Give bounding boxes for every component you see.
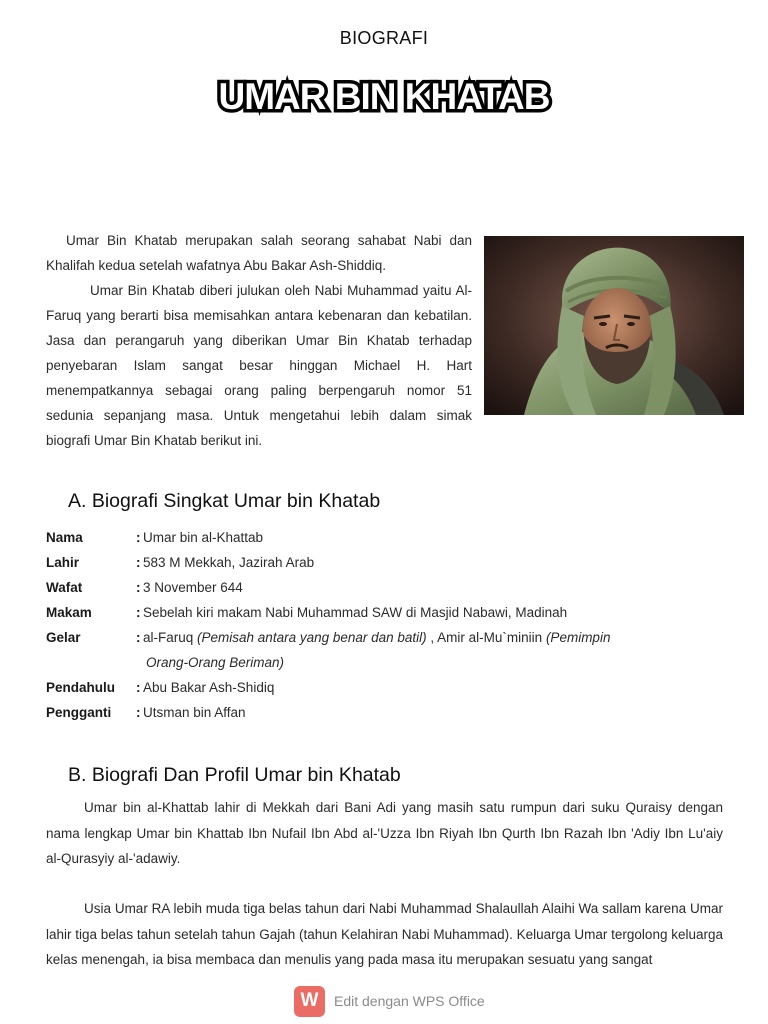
bio-row-nama [46,525,736,550]
bio-row-gelar [46,625,736,650]
bio-label: Makam [46,605,92,620]
wps-watermark [294,985,485,1017]
bio-row-makam [46,600,736,625]
body-paragraph-block [46,795,723,872]
bio-label: Lahir [46,555,80,570]
bio-colon: : [136,680,141,695]
bio-label: Nama [46,530,83,545]
body-paragraph: Usia Umar RA lebih muda tiga belas tahun dari Nabi Muhammad Shalaullah Alaihi Wa sallam karena Umar lahir tiga belas tahun setelah tahun Gajah (tahun Kelahiran Nabi Muhammad). Keluarga Umar tergolong keluarga kelas menengah, ia bisa membaca dan menulis yang pada masa itu merupakan sesuatu yang sangat [46,901,723,967]
wps-logo-icon: W [294,986,325,1017]
bio-value: Utsman bin Affan [143,705,246,720]
bio-colon: : [136,580,141,595]
intro-paragraph: Umar Bin Khatab diberi julukan oleh Nabi Muhammad yaitu Al-Faruq yang berarti bisa memisahkan antara kebenaran dan kebatilan. Jasa dan perangaruh yang diberikan Umar Bin Khatab terhadap penyebaran Islam sangat besar hinggan Michael H. Hart menempatkannya sebagai orang paling berpengaruh nomor 51 sedunia sepanjang masa. Untuk mengetahui lebih dalam simak biografi Umar Bin Khatab berikut ini. [46,283,472,448]
bio-row-pengganti [46,700,736,725]
bio-value: 583 M Mekkah, Jazirah Arab [143,555,315,570]
bio-row-lahir [46,550,736,575]
gelar-title-2: , Amir al-Mu`miniin [426,630,546,645]
gelar-continuation: Orang-Orang Beriman) [146,655,285,670]
bio-row-wafat [46,575,736,600]
bio-value [143,625,736,650]
portrait-illustration [484,236,744,415]
bio-colon: : [136,530,141,545]
bio-value: Sebelah kiri makam Nabi Muhammad SAW di Masjid Nabawi, Madinah [143,605,568,620]
gelar-title-1: al-Faruq [143,630,198,645]
intro-section [46,228,472,453]
bio-colon: : [136,605,141,620]
bio-label: Pengganti [46,705,112,720]
bio-colon: : [136,705,141,720]
section-heading-a: A. Biografi Singkat Umar bin Khatab [68,490,381,512]
bio-label: Gelar [46,630,81,645]
bio-colon: : [136,630,141,645]
document-kicker: BIOGRAFI [339,28,429,48]
bio-label: Wafat [46,580,83,595]
watermark-text: Edit dengan WPS Office [334,993,485,1009]
intro-paragraph: Umar Bin Khatab merupakan salah seorang sahabat Nabi dan Khalifah kedua setelah wafatnya Abu Bakar Ash-Shiddiq. [46,233,472,273]
body-paragraph: Umar bin al-Khattab lahir di Mekkah dari Bani Adi yang masih satu rumpun dari suku Quraisy dengan nama lengkap Umar bin Khattab Ibn Nufail Ibn Abd al-'Uzza Ibn Riyah Ibn Qurth Ibn Razah Ibn 'Adiy Ibn Lu'aiy al-Qurasyiy al-'adawiy. [46,800,723,866]
bio-value: 3 November 644 [143,580,243,595]
bio-value: Abu Bakar Ash-Shidiq [143,680,275,695]
bio-row-pendahulu [46,675,736,700]
portrait-image [484,236,744,415]
section-heading-b: B. Biografi Dan Profil Umar bin Khatab [68,764,401,786]
document-title: UMAR BIN KHATAB [218,76,550,117]
body-paragraph-block [46,896,723,973]
bio-value: Umar bin al-Khattab [143,530,264,545]
gelar-meaning-1: (Pemisah antara yang benar dan batil) [197,630,427,645]
bio-label: Pendahulu [46,680,116,695]
gelar-meaning-2: (Pemimpin [545,630,611,645]
bio-table [46,525,736,725]
bio-colon: : [136,555,141,570]
